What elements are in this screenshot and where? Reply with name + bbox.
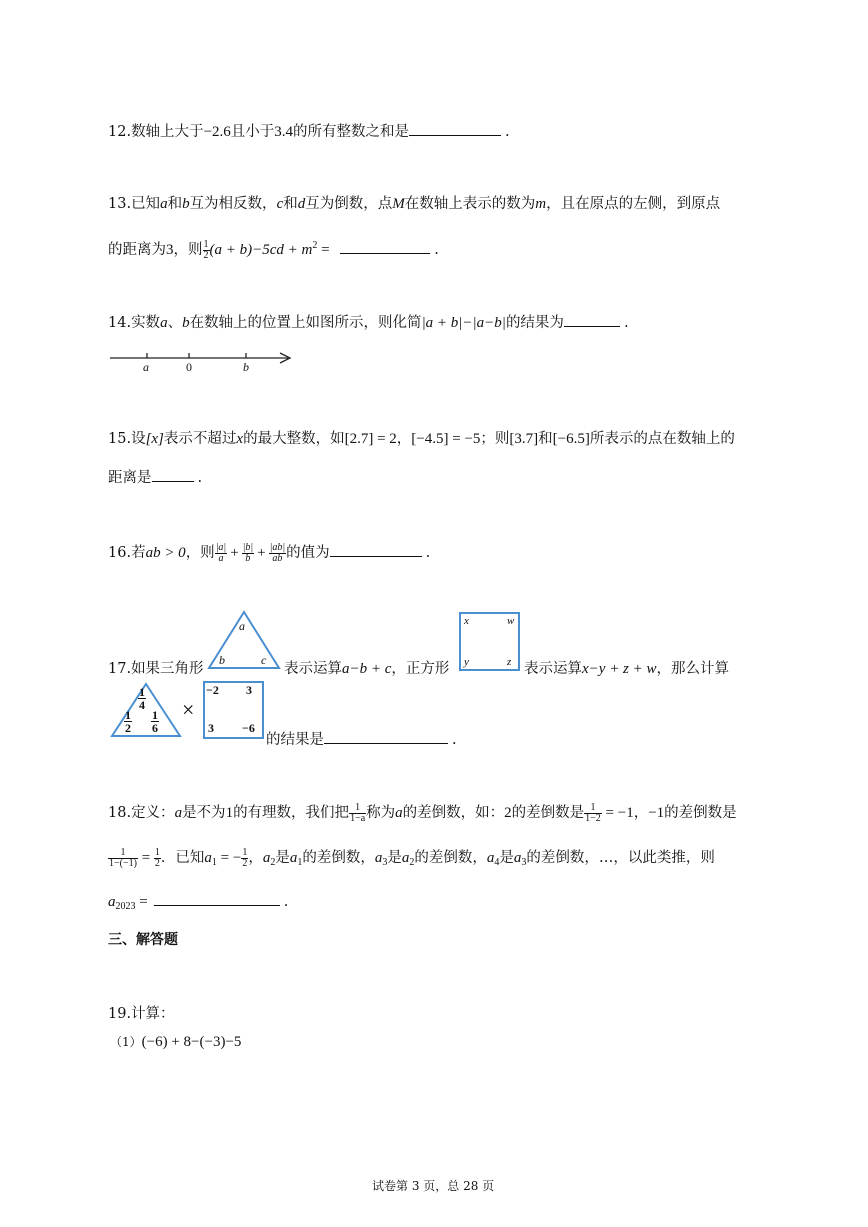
- plus: +: [257, 545, 266, 561]
- q18-end: .: [283, 894, 289, 910]
- equals-neg-1: = −1: [601, 805, 634, 821]
- q13-end: .: [434, 242, 439, 258]
- equals-neg: = −: [216, 850, 242, 866]
- subscript: 1: [211, 857, 217, 868]
- q14-text: 在数轴上的位置上如图所示，则化简: [189, 315, 422, 331]
- question-18: [108, 801, 737, 824]
- square-operation: x−y + z + w: [582, 661, 657, 677]
- denominator: 2: [242, 857, 248, 869]
- q12-text-3: 的所有整数之和是: [293, 124, 410, 140]
- denominator: 2: [154, 857, 160, 869]
- q15-text: 距离是: [108, 470, 152, 486]
- question-16: [108, 541, 430, 564]
- answer-blank[interactable]: [340, 239, 430, 254]
- subscript: 3: [521, 857, 527, 868]
- q13-number: 13.: [108, 196, 132, 212]
- square2-top-left: −2: [206, 683, 219, 697]
- q17-text: 如果三角形: [131, 661, 204, 677]
- answer-blank[interactable]: [324, 729, 448, 744]
- q17-text: ，正方形: [391, 661, 450, 677]
- q18-text: 是不为: [182, 805, 226, 821]
- numerator: 1: [203, 238, 209, 250]
- denominator: 1−a: [350, 812, 366, 824]
- q17-end: .: [452, 732, 457, 748]
- q15-text: ；则: [480, 431, 510, 447]
- part-label: （1）: [110, 1035, 142, 1049]
- q15-text: 的最大整数，如: [243, 431, 345, 447]
- axis-label-a: a: [143, 360, 149, 374]
- var-a2023: a: [108, 894, 116, 910]
- q17-text: 的结果是: [266, 732, 324, 748]
- q14-text: 实数: [131, 315, 161, 331]
- var-d: d: [297, 196, 306, 212]
- var-m: m: [535, 196, 547, 212]
- question-14: [108, 311, 629, 332]
- question-13: [108, 192, 720, 213]
- q18-text: 的差倒数，: [414, 850, 487, 866]
- q13-text: 的距离为: [108, 242, 166, 258]
- numerator: 1: [154, 846, 160, 858]
- square-label-x: x: [464, 615, 469, 627]
- q13-text: 互为倒数，点: [305, 196, 393, 212]
- numerator: |b|: [242, 541, 254, 553]
- q19-title: 计算：: [131, 1006, 175, 1022]
- triangle-label-c: c: [261, 653, 267, 667]
- numerator: 1: [152, 708, 158, 722]
- example-2: [−4.5] = −5: [411, 431, 481, 447]
- fraction-abs-ab: [269, 543, 287, 564]
- q18-text: ，: [248, 850, 263, 866]
- square2-bottom-left: 3: [208, 721, 214, 735]
- q16-text: 的值为: [286, 545, 330, 561]
- question-18-line-3: [108, 891, 288, 912]
- denominator: 4: [139, 698, 145, 712]
- var-M: M: [392, 196, 405, 212]
- q13-text: ，则: [173, 242, 203, 258]
- fraction-half: [203, 240, 210, 261]
- numerator: 1: [120, 846, 126, 858]
- subscript: 1: [297, 857, 303, 868]
- q12-end: .: [505, 124, 510, 140]
- q16-text: ，则: [185, 545, 215, 561]
- q15-text: 和: [538, 431, 553, 447]
- q18-text: 的差倒数是: [511, 805, 585, 821]
- q18-text: 是: [387, 850, 402, 866]
- denominator: 2: [125, 721, 131, 735]
- square-label-z: z: [507, 656, 512, 668]
- var-a4: a: [486, 850, 495, 866]
- question-17-op2: [524, 657, 729, 678]
- var-x: x: [236, 431, 244, 447]
- denominator: ab: [269, 553, 287, 564]
- numerator: 1: [242, 846, 248, 858]
- q16-number: 16.: [108, 545, 132, 561]
- subscript: 2: [409, 857, 415, 868]
- q18-text: 称为: [366, 805, 396, 821]
- var-c: c: [276, 196, 284, 212]
- times-sign: ×: [182, 697, 195, 722]
- q16-condition: ab > 0: [145, 545, 186, 561]
- equals: =: [137, 850, 154, 866]
- var-a1: a: [204, 850, 212, 866]
- q18-text: ，: [633, 805, 649, 821]
- question-17-op1: [284, 657, 449, 678]
- q18-text: 的差倒数，…，以此类推，则: [526, 850, 715, 866]
- q18-text: 的差倒数，: [302, 850, 375, 866]
- var-a: a: [174, 805, 183, 821]
- subscript: 2: [270, 857, 276, 868]
- q15-text: 设: [131, 431, 146, 447]
- answer-blank[interactable]: [154, 891, 280, 906]
- denominator: a: [215, 553, 228, 564]
- question-19: [108, 1002, 175, 1023]
- fraction-abs-b: [242, 543, 255, 564]
- numerator: |a|: [215, 541, 227, 553]
- q15-end: .: [197, 470, 203, 486]
- q18-text: 的差倒数是: [664, 805, 737, 821]
- q18-text: 是: [275, 850, 290, 866]
- q14-text: 的结果为: [505, 315, 564, 331]
- var-a2: a: [401, 850, 410, 866]
- equals: =: [317, 242, 330, 258]
- fraction-half: [154, 848, 161, 869]
- q13-text: 在数轴上表示的数为: [404, 196, 536, 212]
- triangle2-right-fraction: [151, 709, 159, 734]
- var-a2: a: [262, 850, 271, 866]
- page-footer: 试卷第 3 页，总 28 页: [372, 1179, 495, 1193]
- q12-text-2: 且小于: [230, 124, 275, 140]
- var-b: b: [182, 196, 190, 212]
- number-1: 1: [225, 805, 234, 821]
- subscript: 4: [494, 857, 500, 868]
- question-17-line-2: [266, 728, 457, 749]
- q15-text: 表示不超过: [163, 431, 237, 447]
- value-neg-6-5: [−6.5]: [552, 431, 590, 447]
- var-a3: a: [513, 850, 522, 866]
- q13-text: 和: [283, 196, 298, 212]
- q15-text: 所表示的点在数轴上的: [589, 431, 735, 447]
- numerator: |ab|: [269, 541, 286, 553]
- q16-text: 若: [131, 545, 146, 561]
- q18-text: ．已知: [160, 850, 205, 866]
- question-13-line-2: [108, 238, 439, 261]
- floor-x: [x]: [145, 431, 164, 447]
- q17-number: 17.: [108, 661, 132, 677]
- q18-text: 是: [499, 850, 514, 866]
- denominator: 1−(−1): [109, 857, 137, 869]
- q15-text: ，: [396, 431, 412, 447]
- triangle-operation: a−b + c: [342, 661, 392, 677]
- square2-top-right: 3: [246, 683, 252, 697]
- answer-blank[interactable]: [409, 121, 501, 136]
- var-a: a: [160, 196, 168, 212]
- triangle2-left-fraction: [124, 709, 132, 734]
- q17-text: 表示运算: [284, 661, 342, 677]
- answer-blank[interactable]: [564, 312, 620, 327]
- number-neg-1: −1: [648, 805, 665, 821]
- fraction-example-1: [584, 803, 602, 824]
- triangle2-top-fraction: [138, 686, 146, 711]
- question-15-line-2: [108, 466, 202, 487]
- triangle-figure-2: [109, 681, 183, 739]
- question-15: [108, 427, 735, 448]
- numerator: 1: [590, 801, 596, 813]
- subscript: 2023: [115, 901, 136, 912]
- q18-text: 的差倒数，如：: [402, 805, 505, 821]
- denominator: 2: [203, 249, 209, 261]
- var-a1: a: [289, 850, 298, 866]
- q12-value-2: 3.4: [274, 124, 294, 140]
- q18-number: 18.: [108, 805, 132, 821]
- axis-label-b: b: [243, 360, 249, 374]
- answer-blank[interactable]: [152, 467, 194, 482]
- section-heading: 三、解答题: [108, 932, 178, 948]
- question-17: [108, 657, 204, 678]
- q18-text: 定义：: [131, 805, 175, 821]
- denominator: 6: [152, 721, 158, 735]
- numerator: 1: [125, 708, 131, 722]
- fraction-abs-a: [215, 543, 228, 564]
- q12-text: 数轴上大于: [131, 124, 204, 140]
- answer-blank[interactable]: [330, 542, 422, 557]
- q13-number-3: 3: [166, 242, 174, 258]
- q13-text: ，且在原点的左侧，到原点: [546, 196, 721, 212]
- q13-text: 和: [167, 196, 183, 212]
- q14-expression: |a + b|−|a−b|: [421, 315, 506, 331]
- question-18-line-2: [108, 846, 715, 869]
- denominator: b: [242, 553, 255, 564]
- q14-number: 14.: [108, 315, 132, 331]
- square2-bottom-right: −6: [242, 721, 255, 735]
- q14-text: 、: [167, 315, 183, 331]
- number-line-figure: [108, 344, 298, 376]
- q13-text: 已知: [131, 196, 161, 212]
- question-19-part-1: [110, 1033, 241, 1051]
- q16-end: .: [425, 545, 431, 561]
- example-1: [2.7] = 2: [344, 431, 397, 447]
- numerator: 1: [139, 685, 145, 699]
- equals: =: [135, 894, 148, 910]
- q17-text: ，那么计算: [656, 661, 730, 677]
- exponent: 2: [312, 240, 318, 251]
- var-a3: a: [374, 850, 383, 866]
- number-2: 2: [504, 805, 512, 821]
- q17-text: 表示运算: [524, 661, 582, 677]
- axis-label-0: 0: [186, 360, 192, 374]
- q12-number: 12.: [108, 124, 132, 140]
- q19-expression: (−6) + 8−(−3)−5: [141, 1034, 242, 1050]
- var-b: b: [182, 315, 190, 331]
- question-12: [108, 120, 510, 141]
- subscript: 3: [382, 857, 388, 868]
- fraction-example-2: [108, 848, 138, 869]
- q15-number: 15.: [108, 431, 132, 447]
- q19-number: 19.: [108, 1006, 132, 1022]
- numerator: 1: [355, 801, 361, 813]
- q12-value-1: −2.6: [203, 124, 231, 140]
- fraction-diff-reciprocal: [349, 803, 366, 824]
- q13-expression: (a + b)−5cd + m: [209, 242, 313, 258]
- var-a: a: [395, 805, 403, 821]
- value-3-7: [3.7]: [509, 431, 539, 447]
- denominator: 1−2: [585, 812, 601, 824]
- square-label-y: y: [464, 656, 469, 668]
- var-a: a: [160, 315, 168, 331]
- plus: +: [230, 545, 239, 561]
- q13-text: 互为相反数，: [189, 196, 277, 212]
- triangle-label-b: b: [219, 653, 225, 667]
- triangle-label-a: a: [239, 619, 245, 633]
- q18-text: 的有理数，我们把: [233, 805, 350, 821]
- square-label-w: w: [507, 615, 515, 627]
- q14-end: .: [623, 315, 629, 331]
